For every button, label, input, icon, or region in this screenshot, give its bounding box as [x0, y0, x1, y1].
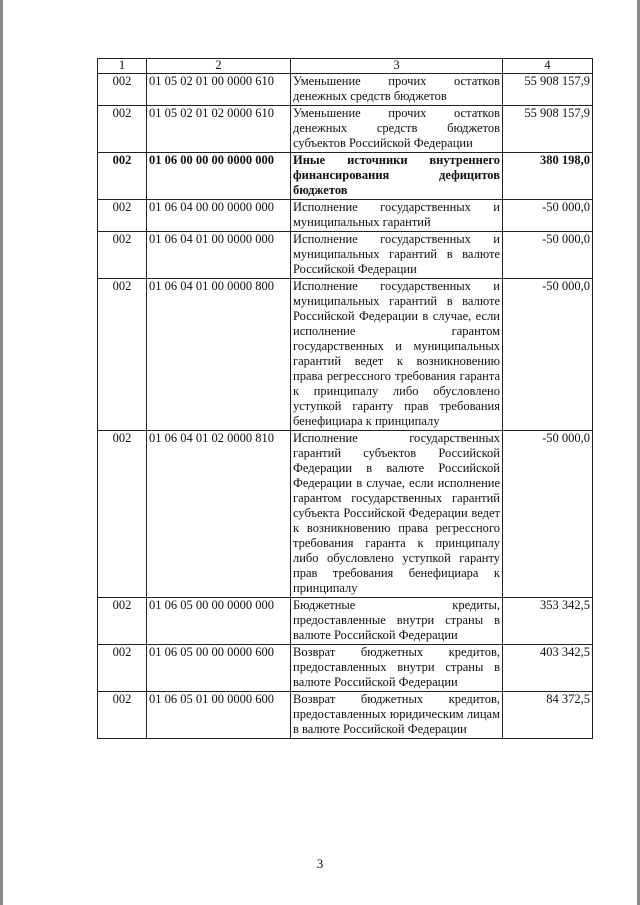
budget-code: 01 05 02 01 00 0000 610: [147, 74, 291, 106]
amount: -50 000,0: [503, 431, 593, 598]
budget-code: 01 05 02 01 02 0000 610: [147, 106, 291, 153]
admin-code: 002: [98, 153, 147, 200]
amount: -50 000,0: [503, 200, 593, 232]
header-cell-3: 3: [291, 59, 503, 74]
header-cell-4: 4: [503, 59, 593, 74]
description: Иные источники внутреннего финансирования дефицитов бюджетов: [291, 153, 503, 200]
budget-code: 01 06 04 01 00 0000 800: [147, 279, 291, 431]
table-row: [98, 431, 593, 598]
description: Уменьшение прочих остатков денежных средств бюджетов субъектов Российской Федерации: [291, 106, 503, 153]
amount: -50 000,0: [503, 279, 593, 431]
amount: 380 198,0: [503, 153, 593, 200]
admin-code: 002: [98, 431, 147, 598]
table-row: [98, 200, 593, 232]
table-row: [98, 74, 593, 106]
description: Бюджетные кредиты, предоставленные внутри страны в валюте Российской Федерации: [291, 598, 503, 645]
budget-code: 01 06 04 00 00 0000 000: [147, 200, 291, 232]
admin-code: 002: [98, 692, 147, 739]
table-row-bold: [98, 153, 593, 200]
admin-code: 002: [98, 200, 147, 232]
table-row: [98, 232, 593, 279]
amount: 353 342,5: [503, 598, 593, 645]
table-row: [98, 692, 593, 739]
budget-code: 01 06 05 01 00 0000 600: [147, 692, 291, 739]
description: Исполнение государственных и муниципальных гарантий в валюте Российской Федерации в случае, если исполнение гарантом государственных и муниципальных гарантий ведет к возникновению права регрессного требования гаранта к принципалу либо обусловлено уступкой гаранту прав требования бенефициара к принципалу: [291, 279, 503, 431]
description: Уменьшение прочих остатков денежных средств бюджетов: [291, 74, 503, 106]
description: Исполнение государственных гарантий субъектов Российской Федерации в валюте Российской Федерации в случае, если исполнение гарантом государственных гарантий субъекта Российской Федерации ведет к возникновению права регрессного требования гаранта к принципалу либо обусловлено уступкой гаранту прав требования бенефициара к принципалу: [291, 431, 503, 598]
admin-code: 002: [98, 645, 147, 692]
budget-code: 01 06 05 00 00 0000 000: [147, 598, 291, 645]
table-row: [98, 106, 593, 153]
amount: 55 908 157,9: [503, 74, 593, 106]
description: Возврат бюджетных кредитов, предоставленных юридическим лицам в валюте Российской Федерации: [291, 692, 503, 739]
admin-code: 002: [98, 74, 147, 106]
table-row: [98, 279, 593, 431]
header-cell-1: 1: [98, 59, 147, 74]
description: Исполнение государственных и муниципальных гарантий в валюте Российской Федерации: [291, 232, 503, 279]
header-row: [98, 59, 593, 74]
admin-code: 002: [98, 598, 147, 645]
scan-edge-left: [0, 0, 3, 905]
budget-code: 01 06 05 00 00 0000 600: [147, 645, 291, 692]
table-row: [98, 598, 593, 645]
table-row: [98, 645, 593, 692]
amount: 403 342,5: [503, 645, 593, 692]
budget-code: 01 06 00 00 00 0000 000: [147, 153, 291, 200]
admin-code: 002: [98, 279, 147, 431]
admin-code: 002: [98, 232, 147, 279]
budget-code: 01 06 04 01 02 0000 810: [147, 431, 291, 598]
page-number: 3: [316, 856, 324, 871]
header-cell-2: 2: [147, 59, 291, 74]
amount: 55 908 157,9: [503, 106, 593, 153]
description: Возврат бюджетных кредитов, предоставленных внутри страны в валюте Российской Федерации: [291, 645, 503, 692]
description: Исполнение государственных и муниципальных гарантий: [291, 200, 503, 232]
sources-table: [97, 58, 593, 739]
budget-code: 01 06 04 01 00 0000 000: [147, 232, 291, 279]
amount: -50 000,0: [503, 232, 593, 279]
amount: 84 372,5: [503, 692, 593, 739]
admin-code: 002: [98, 106, 147, 153]
